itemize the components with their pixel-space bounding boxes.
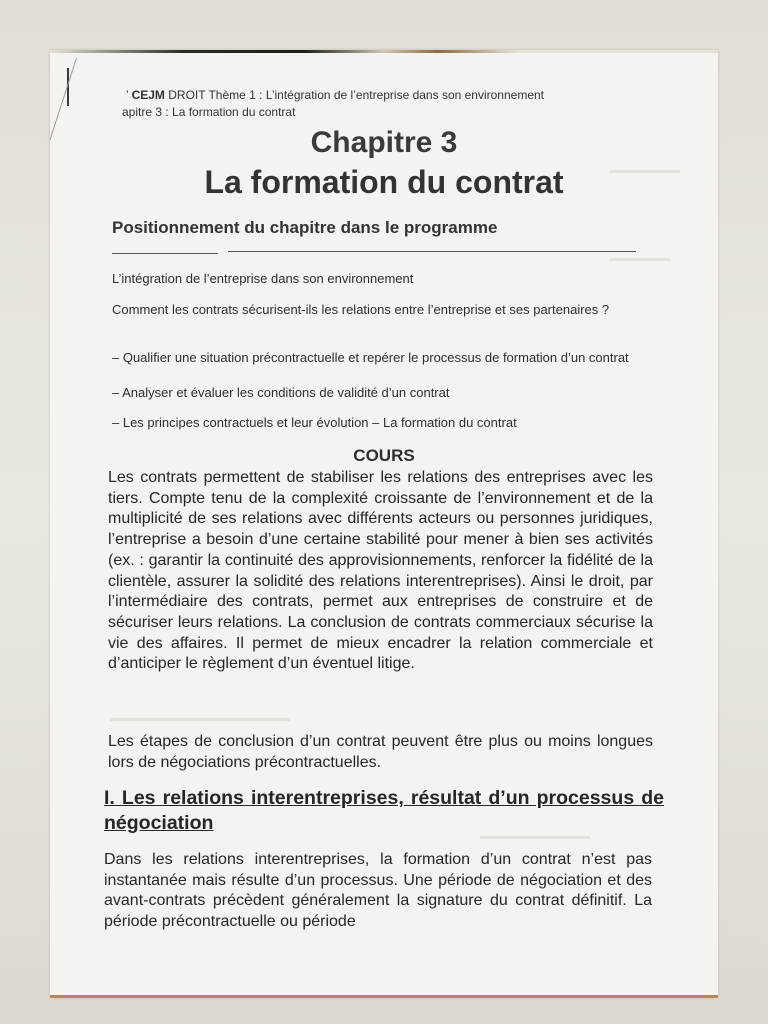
document-page	[50, 50, 718, 998]
question-text: Comment les contrats sécurisent-ils les relations entre l’entreprise et ses partenaires ?	[112, 302, 610, 317]
heading-underline-right	[228, 251, 636, 252]
positionnement-heading: Positionnement du chapitre dans le programme	[112, 218, 498, 237]
cours-paragraph-1: Les contrats permettent de stabiliser les relations des entreprises avec les tiers. Compte tenu de la complexité croissante de l’environnement et de la multiplicité de ses relations avec différents acteurs ou personnes juridiques, l’entreprise a besoin d’une certaine stabilité pour mener à bien ses activités (ex. : garantir la continuité des approvisionnements, renforcer la fidélité de la clientèle, assurer la solidité des relations interentreprises). Ainsi le droit, par l’intermédiaire des contrats, permet aux entreprises de construire et de sécuriser leurs relations. La conclusion de contrats commerciaux sécurise la vie des affaires. Il permet de mieux encadrer la relation commerciale et d’anticiper le règlement d’un éventuel litige.	[108, 469, 653, 673]
competence-2: – Analyser et évaluer les conditions de validité d’un contrat	[112, 385, 450, 400]
bleed-through-mark	[480, 836, 590, 839]
notions-text: – Les principes contractuels et leur évolution – La formation du contrat	[112, 415, 517, 430]
cours-heading: COURS	[353, 446, 415, 465]
theme-text: L’intégration de l’entreprise dans son environnement	[112, 271, 414, 286]
bleed-through-mark	[110, 718, 290, 721]
competence-1: – Qualifier une situation précontractuelle et repérer le processus de formation d’un contrat	[112, 350, 629, 365]
chapter-number: Chapitre 3	[310, 126, 458, 159]
running-header-line2: apitre 3 : La formation du contrat	[122, 105, 296, 119]
part1-heading: I. Les relations interentreprises, résultat d’un processus de négociation	[104, 787, 664, 834]
part1-paragraph: Dans les relations interentreprises, la formation d’un contrat n’est pas instantanée mais résulte d’un processus. Une période de négociation et des avant-contrats précèdent généralement la signature du contrat définitif. La période précontractuelle ou période	[104, 851, 652, 931]
cours-paragraph-2: Les étapes de conclusion d’un contrat peuvent être plus ou moins longues lors de négociations précontractuelles.	[108, 733, 653, 771]
page-top-edge	[50, 50, 718, 53]
running-header-line1: ’ CEJM DROIT Thème 1 : L’intégration de l’entreprise dans son environnement	[126, 88, 545, 102]
page-bottom-edge	[50, 995, 718, 998]
bleed-through-mark	[610, 258, 670, 261]
heading-underline-left	[112, 253, 218, 254]
chapter-title: La formation du contrat	[204, 164, 564, 200]
